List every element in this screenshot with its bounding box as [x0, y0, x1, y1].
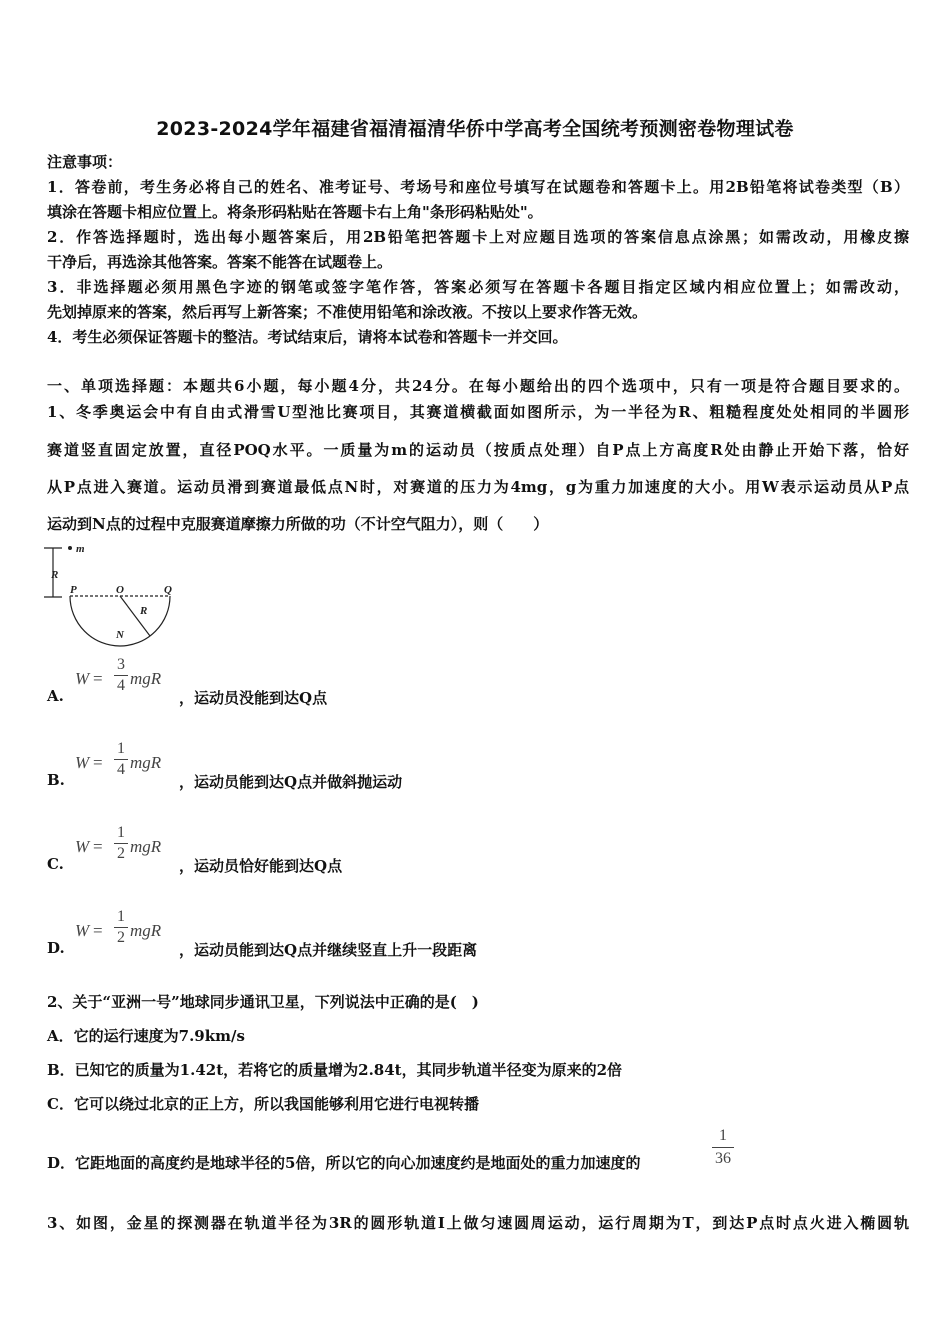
label-o: O — [116, 584, 124, 596]
formula-eq: = — [93, 753, 103, 772]
formula-mgr: mgR — [130, 921, 162, 940]
fraction-den: 4 — [117, 761, 125, 778]
q2-option-c[interactable]: C．它可以绕过北京的正上方，所以我国能够利用它进行电视转播 — [47, 1095, 479, 1113]
question-3-text: 3、如图，金星的探测器在轨道半径为3R的圆形轨道I上做匀速圆周运动，运行周期为T，到达P点时点火进入椭圆轨 — [47, 1214, 909, 1232]
label-m: m — [76, 543, 85, 555]
notice-line: 干净后，再选涂其他答案。答案不能答在试题卷上。 — [47, 253, 393, 271]
fraction-num: 1 — [117, 908, 125, 925]
option-text: ，运动员恰好能到达Q点 — [179, 857, 343, 875]
formula-w: W — [75, 669, 90, 688]
formula-mgr: mgR — [130, 669, 162, 688]
option-label: D. — [47, 939, 65, 957]
fraction — [114, 741, 128, 778]
fraction — [114, 909, 128, 946]
label-q: Q — [164, 584, 172, 596]
section-heading: 一、单项选择题：本题共6小题，每小题4分，共24分。在每小题给出的四个选项中，只有一项是符合题目要求的。 — [47, 377, 909, 395]
fraction-num: 1 — [117, 740, 125, 757]
formula-eq: = — [93, 837, 103, 856]
fraction-den: 36 — [715, 1150, 731, 1167]
question-1-text: 1、冬季奥运会中有自由式滑雪U型池比赛项目，其赛道横截面如图所示，为一半径为R、粗糙程度处处相同的半圆形 — [47, 403, 909, 421]
formula-w: W — [75, 837, 90, 856]
formula-mgr: mgR — [130, 753, 162, 772]
fraction — [114, 825, 128, 862]
fraction-den: 2 — [117, 845, 125, 862]
q2-option-d[interactable]: D．它距地面的高度约是地球半径的5倍，所以它的向心加速度约是地面处的重力加速度的 — [47, 1154, 641, 1172]
option-label: B. — [47, 771, 65, 789]
fraction-one-36 — [712, 1127, 734, 1168]
fraction-den: 2 — [117, 929, 125, 946]
fraction-den: 4 — [117, 677, 125, 694]
label-r-left: R — [51, 569, 59, 581]
notice-line: 先划掉原来的答案，然后再写上新答案；不准使用铅笔和涂改液。不按以上要求作答无效。 — [47, 303, 648, 321]
formula-eq: = — [93, 921, 103, 940]
option-label: C. — [47, 855, 64, 873]
formula-w: W — [75, 921, 90, 940]
label-n: N — [116, 629, 124, 641]
question-2-stem: 2、关于“亚洲一号”地球同步通讯卫星，下列说法中正确的是( ) — [47, 993, 479, 1011]
athlete-dot — [68, 546, 72, 550]
page-title: 2023-2024学年福建省福清福清华侨中学高考全国统考预测密卷物理试卷 — [156, 118, 794, 140]
label-p: P — [70, 584, 77, 596]
notice-line: 3．非选择题必须用黑色字迹的钢笔或签字笔作答，答案必须写在答题卡各题目指定区域内相应位置上；如需改动， — [47, 278, 909, 296]
fraction-num: 3 — [117, 656, 125, 673]
formula-w: W — [75, 753, 90, 772]
notice-line: 4．考生必须保证答题卡的整洁。考试结束后，请将本试卷和答题卡一并交回。 — [47, 328, 568, 346]
question-1-text: 从P点进入赛道。运动员滑到赛道最低点N时，对赛道的压力为4mg，g为重力加速度的大小。用W表示运动员从P点 — [47, 478, 909, 496]
notice-line: 2．作答选择题时，选出每小题答案后，用2B铅笔把答题卡上对应题目选项的答案信息点涂黑；如需改动，用橡皮擦 — [47, 228, 909, 246]
option-text: ，运动员能到达Q点并继续竖直上升一段距离 — [179, 941, 478, 959]
notice-line: 1．答卷前，考生务必将自己的姓名、准考证号、考场号和座位号填写在试题卷和答题卡上。用2B铅笔将试卷类型（B） — [47, 178, 909, 196]
option-text: ，运动员没能到达Q点 — [179, 689, 328, 707]
notice-heading: 注意事项： — [47, 153, 123, 171]
q2-option-b[interactable]: B．已知它的质量为1.42t，若将它的质量增为2.84t，其同步轨道半径变为原来的2倍 — [47, 1061, 623, 1079]
notice-line: 填涂在答题卡相应位置上。将条形码粘贴在答题卡右上角"条形码粘贴处"。 — [47, 203, 543, 221]
question-1-text: 赛道竖直固定放置，直径POQ水平。一质量为m的运动员（按质点处理）自P点上方高度R处由静止开始下落，恰好 — [47, 441, 909, 459]
fraction-num: 1 — [117, 824, 125, 841]
option-text: ，运动员能到达Q点并做斜抛运动 — [179, 773, 403, 791]
half-pipe-diagram — [40, 542, 190, 647]
q2-option-a[interactable]: A．它的运行速度为7.9km/s — [47, 1027, 245, 1045]
formula-eq: = — [93, 669, 103, 688]
option-label: A. — [47, 687, 64, 705]
question-1-text: 运动到N点的过程中克服赛道摩擦力所做的功（不计空气阻力），则（ ） — [47, 515, 549, 533]
formula-mgr: mgR — [130, 837, 162, 856]
fraction-num: 1 — [719, 1127, 727, 1144]
fraction — [114, 657, 128, 694]
label-r-radius: R — [140, 605, 148, 617]
